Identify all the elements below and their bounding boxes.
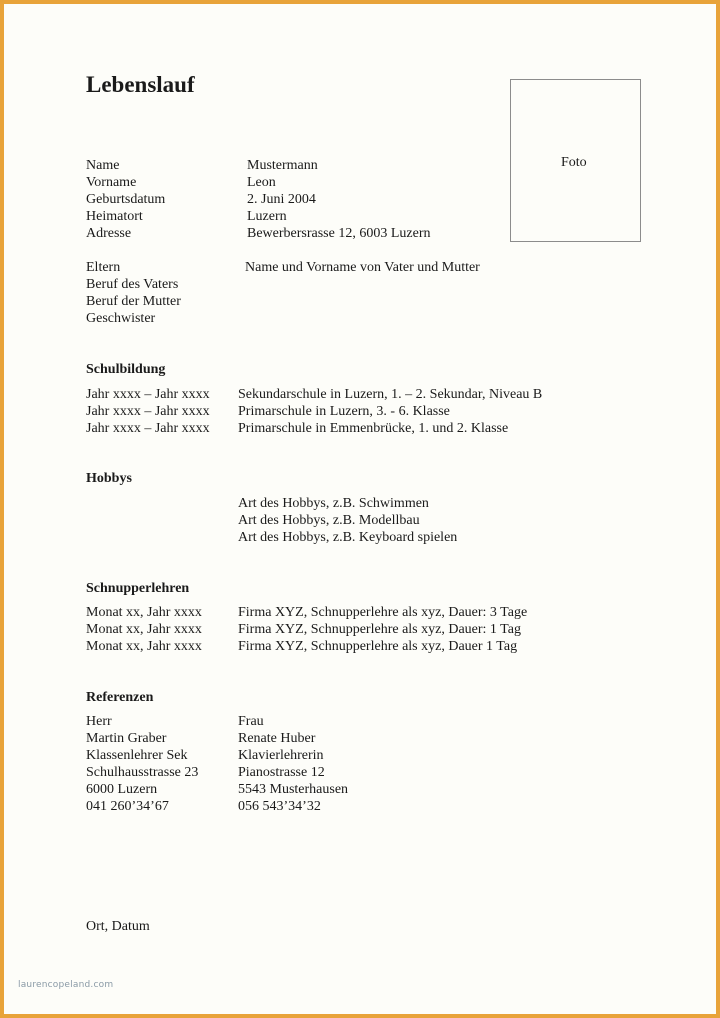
row-label: Heimatort: [86, 209, 143, 224]
hobby-item: Art des Hobbys, z.B. Modellbau: [238, 513, 420, 528]
referenz-right: Klavierlehrerin: [238, 748, 324, 763]
row-value: Bewerbersrasse 12, 6003 Luzern: [247, 226, 431, 241]
referenz-left: 6000 Luzern: [86, 782, 158, 797]
page-title: Lebenslauf: [86, 72, 195, 97]
referenz-left: Martin Graber: [86, 731, 167, 746]
row-value: Primarschule in Luzern, 3. - 6. Klasse: [238, 404, 450, 419]
row-label: Beruf des Vaters: [86, 277, 179, 292]
row-value: Primarschule in Emmenbrücke, 1. und 2. Klasse: [238, 421, 509, 436]
row-label: Eltern: [86, 260, 121, 275]
row-value: Firma XYZ, Schnupperlehre als xyz, Dauer 1 Tag: [238, 639, 518, 654]
hobby-item: Art des Hobbys, z.B. Schwimmen: [238, 496, 429, 511]
referenz-right: Frau: [238, 714, 264, 729]
section-heading-referenzen: Referenzen: [86, 690, 154, 705]
hobby-item: Art des Hobbys, z.B. Keyboard spielen: [238, 530, 458, 545]
section-heading-hobbys: Hobbys: [86, 471, 132, 486]
row-value: Firma XYZ, Schnupperlehre als xyz, Dauer: 1 Tag: [238, 622, 521, 637]
row-value: 2. Juni 2004: [247, 192, 316, 207]
row-label: Vorname: [86, 175, 137, 190]
referenz-left: 041 260’34’67: [86, 799, 169, 814]
row-value: Sekundarschule in Luzern, 1. – 2. Sekundar, Niveau B: [238, 387, 543, 402]
row-value: Luzern: [247, 209, 287, 224]
referenz-left: Schulhausstrasse 23: [86, 765, 199, 780]
row-label: Adresse: [86, 226, 132, 241]
row-label: Jahr xxxx – Jahr xxxx: [86, 421, 210, 436]
row-label: Monat xx, Jahr xxxx: [86, 639, 202, 654]
row-label: Jahr xxxx – Jahr xxxx: [86, 404, 210, 419]
row-value: Name und Vorname von Vater und Mutter: [245, 260, 480, 275]
row-value: Leon: [247, 175, 276, 190]
referenz-right: Renate Huber: [238, 731, 316, 746]
referenz-right: 5543 Musterhausen: [238, 782, 349, 797]
referenz-right: 056 543’34’32: [238, 799, 321, 814]
photo-label: Foto: [561, 155, 587, 170]
referenz-left: Herr: [86, 714, 112, 729]
photo-placeholder: [510, 79, 641, 242]
row-value: Firma XYZ, Schnupperlehre als xyz, Dauer: 3 Tage: [238, 605, 528, 620]
row-label: Jahr xxxx – Jahr xxxx: [86, 387, 210, 402]
referenz-left: Klassenlehrer Sek: [86, 748, 188, 763]
watermark-text: laurencopeland.com: [18, 980, 114, 990]
referenz-right: Pianostrasse 12: [238, 765, 325, 780]
hobbys-list: [238, 495, 457, 546]
row-label: Monat xx, Jahr xxxx: [86, 622, 202, 637]
section-heading-schulbildung: Schulbildung: [86, 362, 166, 377]
row-label: Monat xx, Jahr xxxx: [86, 605, 202, 620]
ort-datum-line: Ort, Datum: [86, 919, 150, 934]
row-label: Geburtsdatum: [86, 192, 166, 207]
row-value: Mustermann: [247, 158, 318, 173]
row-label: Geschwister: [86, 311, 156, 326]
resume-page: [4, 4, 716, 1014]
row-label: Beruf der Mutter: [86, 294, 181, 309]
section-heading-schnupperlehren: Schnupperlehren: [86, 581, 190, 596]
row-label: Name: [86, 158, 120, 173]
